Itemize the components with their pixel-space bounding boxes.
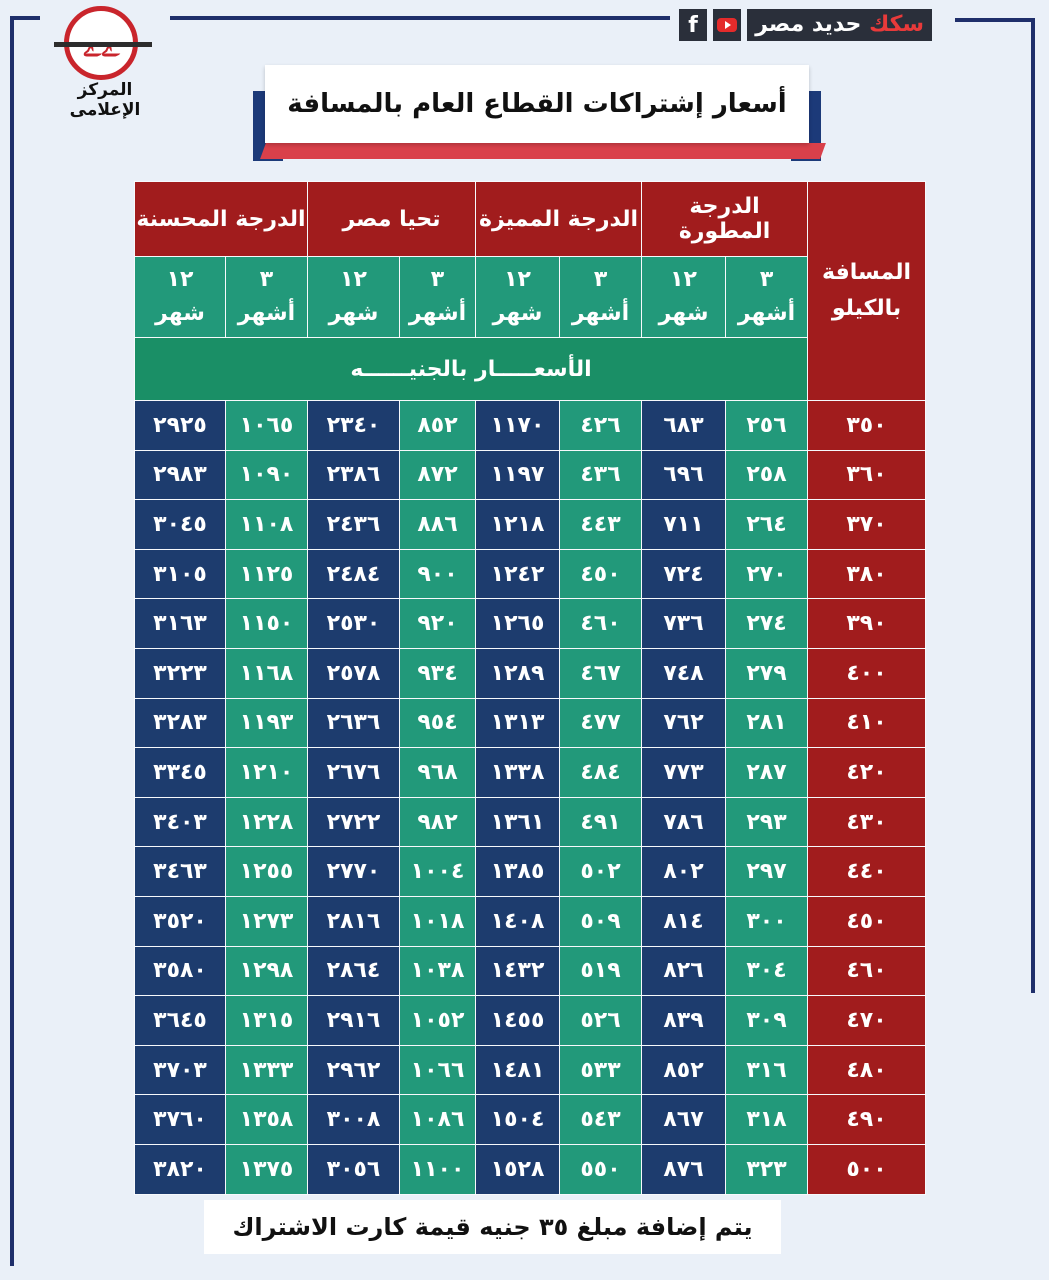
distance-cell: ٣٨٠ — [808, 549, 926, 599]
price-cell: ١٢٤٢ — [476, 549, 560, 599]
price-cell: ١٠١٨ — [400, 896, 476, 946]
price-cell: ٣٦٤٥ — [135, 996, 226, 1046]
price-cell: ٨٦٧ — [642, 1095, 726, 1145]
price-cell: ٢٦٧٦ — [308, 748, 400, 798]
price-cell: ٣٠٥٦ — [308, 1144, 400, 1194]
price-cell: ٢٨١٦ — [308, 896, 400, 946]
price-cell: ٥١٩ — [560, 946, 642, 996]
price-cell: ٢٧٤ — [726, 599, 808, 649]
price-cell: ١٢٧٣ — [226, 896, 308, 946]
price-cell: ١١٩٣ — [226, 698, 308, 748]
period-header — [226, 257, 308, 338]
distance-cell: ٣٥٠ — [808, 401, 926, 451]
price-cell: ١٢٥٥ — [226, 847, 308, 897]
price-cell: ٤٤٣ — [560, 500, 642, 550]
period-number: ١٢ — [340, 267, 367, 292]
table-row — [135, 1045, 926, 1095]
price-cell: ١٥٠٤ — [476, 1095, 560, 1145]
price-cell: ٢٩٧ — [726, 847, 808, 897]
price-cell: ٤٢٦ — [560, 401, 642, 451]
price-table — [134, 181, 926, 1195]
title-banner — [243, 57, 831, 163]
price-cell: ٥٣٣ — [560, 1045, 642, 1095]
price-cell: ٣٥٨٠ — [135, 946, 226, 996]
price-cell: ٨٠٢ — [642, 847, 726, 897]
price-cell: ١١٢٥ — [226, 549, 308, 599]
distance-cell: ٤٣٠ — [808, 797, 926, 847]
price-cell: ٤٦٠ — [560, 599, 642, 649]
price-cell: ٩٠٠ — [400, 549, 476, 599]
price-cell: ٣٠٠٨ — [308, 1095, 400, 1145]
price-cell: ٣٧٦٠ — [135, 1095, 226, 1145]
price-cell: ٣٠٤٥ — [135, 500, 226, 550]
price-cell: ٢٦٤ — [726, 500, 808, 550]
price-cell: ١٢١٠ — [226, 748, 308, 798]
price-cell: ٢٨٧ — [726, 748, 808, 798]
price-cell: ١١٩٧ — [476, 450, 560, 500]
distance-cell: ٤٢٠ — [808, 748, 926, 798]
price-cell: ٣٠٤ — [726, 946, 808, 996]
table-row — [135, 1144, 926, 1194]
facebook-icon[interactable]: f — [679, 9, 707, 41]
price-cell: ١٠٠٤ — [400, 847, 476, 897]
period-header — [476, 257, 560, 338]
price-cell: ١٣٨٥ — [476, 847, 560, 897]
period-number: ٣ — [259, 267, 274, 292]
table-row — [135, 896, 926, 946]
youtube-icon[interactable] — [713, 9, 741, 41]
brand-name — [747, 9, 932, 41]
price-cell: ٢٥٣٠ — [308, 599, 400, 649]
price-cell: ١٢٩٨ — [226, 946, 308, 996]
price-cell: ٣٨٢٠ — [135, 1144, 226, 1194]
price-cell: ٣٥٢٠ — [135, 896, 226, 946]
table-row — [135, 1095, 926, 1145]
price-cell: ٢٩٣ — [726, 797, 808, 847]
price-cell: ٩٣٤ — [400, 648, 476, 698]
price-cell: ٥٠٩ — [560, 896, 642, 946]
price-cell: ٤٣٦ — [560, 450, 642, 500]
table-row — [135, 946, 926, 996]
table-row — [135, 698, 926, 748]
price-cell: ١٤٠٨ — [476, 896, 560, 946]
price-cell: ٣٤٠٣ — [135, 797, 226, 847]
price-cell: ٩٥٤ — [400, 698, 476, 748]
period-unit: أشهر — [408, 301, 467, 326]
distance-cell: ٥٠٠ — [808, 1144, 926, 1194]
period-number: ١٢ — [670, 267, 697, 292]
frame-right-line — [1031, 18, 1035, 993]
price-cell: ٤٨٤ — [560, 748, 642, 798]
price-cell: ١٣٣٣ — [226, 1045, 308, 1095]
price-cell: ١٢٢٨ — [226, 797, 308, 847]
logo-bar — [54, 42, 152, 47]
price-cell: ٥٠٢ — [560, 847, 642, 897]
period-number: ١٢ — [166, 267, 194, 292]
price-cell: ١٢١٨ — [476, 500, 560, 550]
price-cell: ٩٨٢ — [400, 797, 476, 847]
price-cell: ٨٣٩ — [642, 996, 726, 1046]
price-cell: ٥٥٠ — [560, 1144, 642, 1194]
table-row — [135, 401, 926, 451]
price-cell: ٧٨٦ — [642, 797, 726, 847]
price-cell: ٣١٨ — [726, 1095, 808, 1145]
price-cell: ١٠٣٨ — [400, 946, 476, 996]
class-header: الدرجة المحسنة — [135, 182, 308, 257]
period-unit: أشهر — [571, 301, 630, 326]
table-row — [135, 748, 926, 798]
price-cell: ٣١٦٣ — [135, 599, 226, 649]
price-cell: ٦٩٦ — [642, 450, 726, 500]
price-cell: ١١٠٠ — [400, 1144, 476, 1194]
price-cell: ٣٣٤٥ — [135, 748, 226, 798]
period-header — [308, 257, 400, 338]
distance-cell: ٣٧٠ — [808, 500, 926, 550]
price-cell: ٢٧٩ — [726, 648, 808, 698]
price-cell: ٢٥٦ — [726, 401, 808, 451]
price-cell: ٨٨٦ — [400, 500, 476, 550]
price-cell: ٣٢٣ — [726, 1144, 808, 1194]
price-cell: ٢٧٠ — [726, 549, 808, 599]
period-number: ٣ — [430, 267, 445, 292]
price-cell: ٨٧٢ — [400, 450, 476, 500]
period-header — [135, 257, 226, 338]
price-cell: ٢٤٣٦ — [308, 500, 400, 550]
price-cell: ٦٨٣ — [642, 401, 726, 451]
price-cell: ٨٥٢ — [642, 1045, 726, 1095]
price-cell: ٣١٦ — [726, 1045, 808, 1095]
price-cell: ٢٩٢٥ — [135, 401, 226, 451]
price-cell: ١٢٨٩ — [476, 648, 560, 698]
price-cell: ٨٥٢ — [400, 401, 476, 451]
price-cell: ١٠٥٢ — [400, 996, 476, 1046]
distance-cell: ٤٨٠ — [808, 1045, 926, 1095]
price-cell: ١٠٦٦ — [400, 1045, 476, 1095]
price-cell: ١١٠٨ — [226, 500, 308, 550]
price-cell: ١٣٦١ — [476, 797, 560, 847]
period-unit: شهر — [492, 301, 543, 326]
period-unit: أشهر — [237, 301, 296, 326]
price-cell: ٤٥٠ — [560, 549, 642, 599]
distance-cell: ٣٩٠ — [808, 599, 926, 649]
price-cell: ٧٦٢ — [642, 698, 726, 748]
table-row — [135, 797, 926, 847]
distance-cell: ٤٠٠ — [808, 648, 926, 698]
distance-cell: ٤٩٠ — [808, 1095, 926, 1145]
period-unit: شهر — [155, 301, 205, 326]
price-cell: ٣٠٩ — [726, 996, 808, 1046]
frame-top-right-line — [955, 18, 1035, 22]
distance-cell: ٤١٠ — [808, 698, 926, 748]
table-row — [135, 549, 926, 599]
period-number: ٣ — [593, 267, 608, 292]
frame-top-mid-line — [170, 16, 670, 20]
brand-name-accent: سكك — [869, 12, 924, 37]
table-row — [135, 996, 926, 1046]
price-cell: ٣٠٠ — [726, 896, 808, 946]
price-cell: ١٤٨١ — [476, 1045, 560, 1095]
price-cell: ٢٥٨ — [726, 450, 808, 500]
frame-left-line — [10, 16, 14, 1266]
price-cell: ٧٣٦ — [642, 599, 726, 649]
distance-cell: ٤٦٠ — [808, 946, 926, 996]
page-title: أسعار إشتراكات القطاع العام بالمسافة — [265, 65, 809, 143]
price-cell: ١٣٧٥ — [226, 1144, 308, 1194]
price-cell: ١٠٨٦ — [400, 1095, 476, 1145]
price-cell: ١٢٦٥ — [476, 599, 560, 649]
price-cell: ٩٦٨ — [400, 748, 476, 798]
class-header: الدرجة المميزة — [476, 182, 642, 257]
table-row — [135, 847, 926, 897]
price-cell: ١١٦٨ — [226, 648, 308, 698]
price-cell: ٨٢٦ — [642, 946, 726, 996]
brand-name-main: حديد مصر — [755, 12, 862, 37]
footer-note: يتم إضافة مبلغ ٣٥ جنيه قيمة كارت الاشتراك — [204, 1200, 781, 1254]
class-header: تحيا مصر — [308, 182, 476, 257]
period-header — [642, 257, 726, 338]
price-cell: ١٣٥٨ — [226, 1095, 308, 1145]
price-cell: ٣٢٨٣ — [135, 698, 226, 748]
price-cell: ٧٧٣ — [642, 748, 726, 798]
price-cell: ١٠٩٠ — [226, 450, 308, 500]
price-cell: ٤٦٧ — [560, 648, 642, 698]
price-cell: ١٣١٣ — [476, 698, 560, 748]
period-number: ١٢ — [504, 267, 531, 292]
price-cell: ٢٣٤٠ — [308, 401, 400, 451]
currency-label: الأسعـــــار بالجنيــــــه — [135, 338, 808, 401]
price-cell: ٩٢٠ — [400, 599, 476, 649]
table-row — [135, 450, 926, 500]
price-cell: ٢٤٨٤ — [308, 549, 400, 599]
distance-cell: ٤٧٠ — [808, 996, 926, 1046]
period-header — [560, 257, 642, 338]
price-cell: ٧٤٨ — [642, 648, 726, 698]
distance-cell: ٣٦٠ — [808, 450, 926, 500]
price-cell: ٤٩١ — [560, 797, 642, 847]
price-cell: ٢٦٣٦ — [308, 698, 400, 748]
price-cell: ٣٢٢٣ — [135, 648, 226, 698]
period-header — [400, 257, 476, 338]
price-cell: ٥٤٣ — [560, 1095, 642, 1145]
frame-top-left-line — [10, 16, 40, 20]
price-cell: ٢٨٦٤ — [308, 946, 400, 996]
price-cell: ٣٤٦٣ — [135, 847, 226, 897]
price-cell: ١٣١٥ — [226, 996, 308, 1046]
price-cell: ٨٧٦ — [642, 1144, 726, 1194]
price-cell: ١٣٣٨ — [476, 748, 560, 798]
price-cell: ١٤٣٢ — [476, 946, 560, 996]
period-unit: شهر — [328, 301, 379, 326]
price-cell: ٤٧٧ — [560, 698, 642, 748]
period-number: ٣ — [759, 267, 774, 292]
price-cell: ١٥٢٨ — [476, 1144, 560, 1194]
table-row — [135, 599, 926, 649]
distance-cell: ٤٥٠ — [808, 896, 926, 946]
period-unit: أشهر — [737, 301, 796, 326]
logo-caption: المركز الإعلامى — [69, 80, 141, 120]
price-cell: ١٠٦٥ — [226, 401, 308, 451]
price-cell: ٢٥٧٨ — [308, 648, 400, 698]
period-header — [726, 257, 808, 338]
price-cell: ٧١١ — [642, 500, 726, 550]
price-cell: ٣٧٠٣ — [135, 1045, 226, 1095]
price-cell: ٧٢٤ — [642, 549, 726, 599]
price-cell: ١١٧٠ — [476, 401, 560, 451]
price-cell: ٢٨١ — [726, 698, 808, 748]
period-unit: شهر — [658, 301, 709, 326]
banner-red-stripe — [260, 143, 826, 159]
price-cell: ٥٢٦ — [560, 996, 642, 1046]
table-row — [135, 500, 926, 550]
price-cell: ١٤٥٥ — [476, 996, 560, 1046]
distance-header: المسافة بالكيلو — [808, 182, 926, 401]
price-cell: ٢٩٨٣ — [135, 450, 226, 500]
price-cell: ٢٩٦٢ — [308, 1045, 400, 1095]
price-cell: ٢٣٨٦ — [308, 450, 400, 500]
brand-bar — [679, 8, 932, 42]
class-header: الدرجة المطورة — [642, 182, 808, 257]
price-cell: ٢٧٢٢ — [308, 797, 400, 847]
table-row — [135, 648, 926, 698]
price-cell: ٢٩١٦ — [308, 996, 400, 1046]
price-cell: ٣١٠٥ — [135, 549, 226, 599]
distance-cell: ٤٤٠ — [808, 847, 926, 897]
egyptian-railways-logo — [40, 6, 170, 120]
price-cell: ١١٥٠ — [226, 599, 308, 649]
price-cell: ٢٧٧٠ — [308, 847, 400, 897]
price-cell: ٨١٤ — [642, 896, 726, 946]
